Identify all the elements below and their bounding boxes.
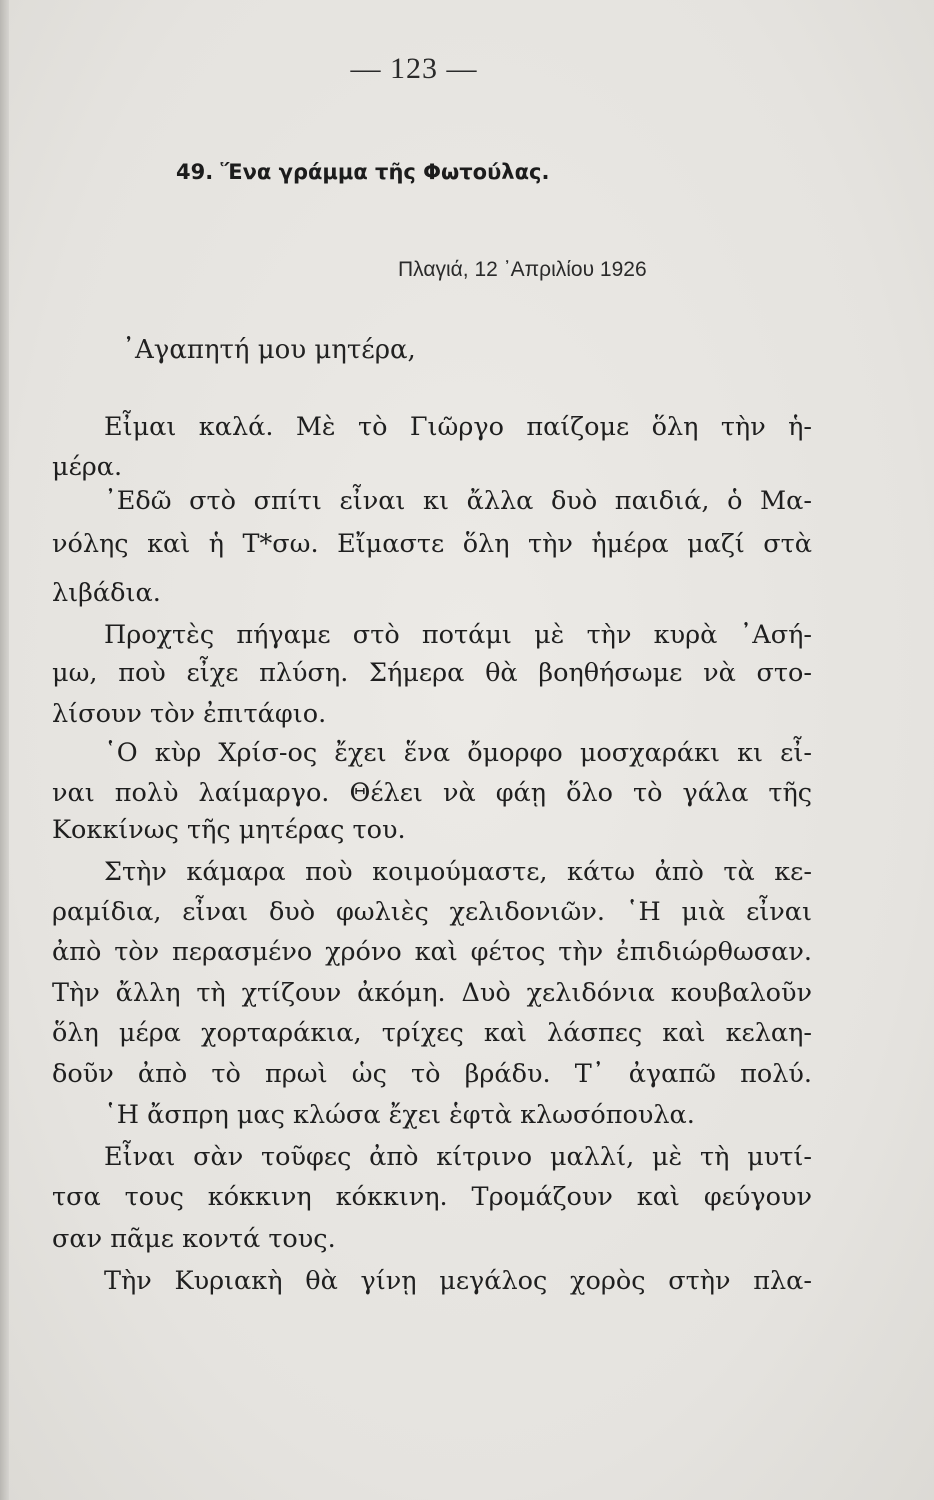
body-line: ῾Ο κὺρ Χρίσ-ος ἔχει ἕνα ὄμορφο μοσχαράκι κι εἶ-	[104, 738, 812, 768]
body-line: ναι πολὺ λαίμαργο. Θέλει νὰ φάῃ ὅλο τὸ γάλα τῆς	[52, 778, 812, 808]
body-line: τσα τους κόκκινη κόκκινη. Τρομάζουν καὶ φεύγουν	[52, 1182, 812, 1212]
section-heading: 49. Ἕνα γράμμα τῆς Φωτούλας.	[176, 160, 550, 184]
body-line: Εἶναι σὰν τοῦφες ἀπὸ κίτρινο μαλλί, μὲ τὴ μυτί-	[104, 1142, 812, 1172]
letter-salutation: ᾿Αγαπητή μου μητέρα,	[122, 335, 416, 365]
page-binding-edge	[0, 0, 9, 1500]
body-line: Τὴν ἄλλη τὴ χτίζουν ἀκόμη. Δυὸ χελιδόνια κουβαλοῦν	[52, 978, 812, 1008]
body-line: σαν πᾶμε κοντά τους.	[52, 1224, 336, 1254]
body-line: μέρα.	[52, 452, 123, 482]
body-line: μω, ποὺ εἶχε πλύση. Σήμερα θὰ βοηθήσωμε νὰ στο-	[52, 658, 812, 688]
page-number: — 123 —	[350, 52, 478, 85]
body-line: Εἶμαι καλά. Μὲ τὸ Γιῶργο παίζομε ὅλη τὴν ἡ-	[104, 412, 812, 442]
body-line: ραμίδια, εἶναι δυὸ φωλιὲς χελιδονιῶν. ῾Η μιὰ εἶναι	[52, 897, 812, 927]
body-line: νόλης καὶ ἡ Τ*σω. Εἴμαστε ὅλη τὴν ἡμέρα μαζί στὰ	[52, 529, 812, 559]
body-line: ᾿Εδῶ στὸ σπίτι εἶναι κι ἄλλα δυὸ παιδιά, ὁ Μα-	[104, 486, 812, 516]
body-line: Στὴν κάμαρα ποὺ κοιμούμαστε, κάτω ἀπὸ τὰ κε-	[104, 857, 812, 887]
body-line: λίσουν τὸν ἐπιτάφιο.	[52, 699, 327, 729]
body-line: ῾Η ἄσπρη μας κλώσα ἔχει ἑφτὰ κλωσόπουλα.	[104, 1100, 695, 1130]
body-line: Τὴν Κυριακὴ θὰ γίνῃ μεγάλος χορὸς στὴν πλα-	[104, 1266, 812, 1296]
body-line: ἀπὸ τὸν περασμένο χρόνο καὶ φέτος τὴν ἐπιδιώρθωσαν.	[52, 937, 812, 967]
body-line: Προχτὲς πήγαμε στὸ ποτάμι μὲ τὴν κυρὰ ᾿Ασή-	[104, 620, 812, 650]
letter-dateline: Πλαγιά, 12 ᾿Απριλίου 1926	[398, 258, 647, 281]
body-line: Κοκκίνως τῆς μητέρας του.	[52, 815, 406, 845]
body-line: ὅλη μέρα χορταράκια, τρίχες καὶ λάσπες καὶ κελαη-	[52, 1018, 812, 1048]
body-line: λιβάδια.	[52, 578, 161, 608]
body-line: δοῦν ἀπὸ τὸ πρωὶ ὡς τὸ βράδυ. Τ᾿ ἀγαπῶ πολύ.	[52, 1059, 812, 1089]
